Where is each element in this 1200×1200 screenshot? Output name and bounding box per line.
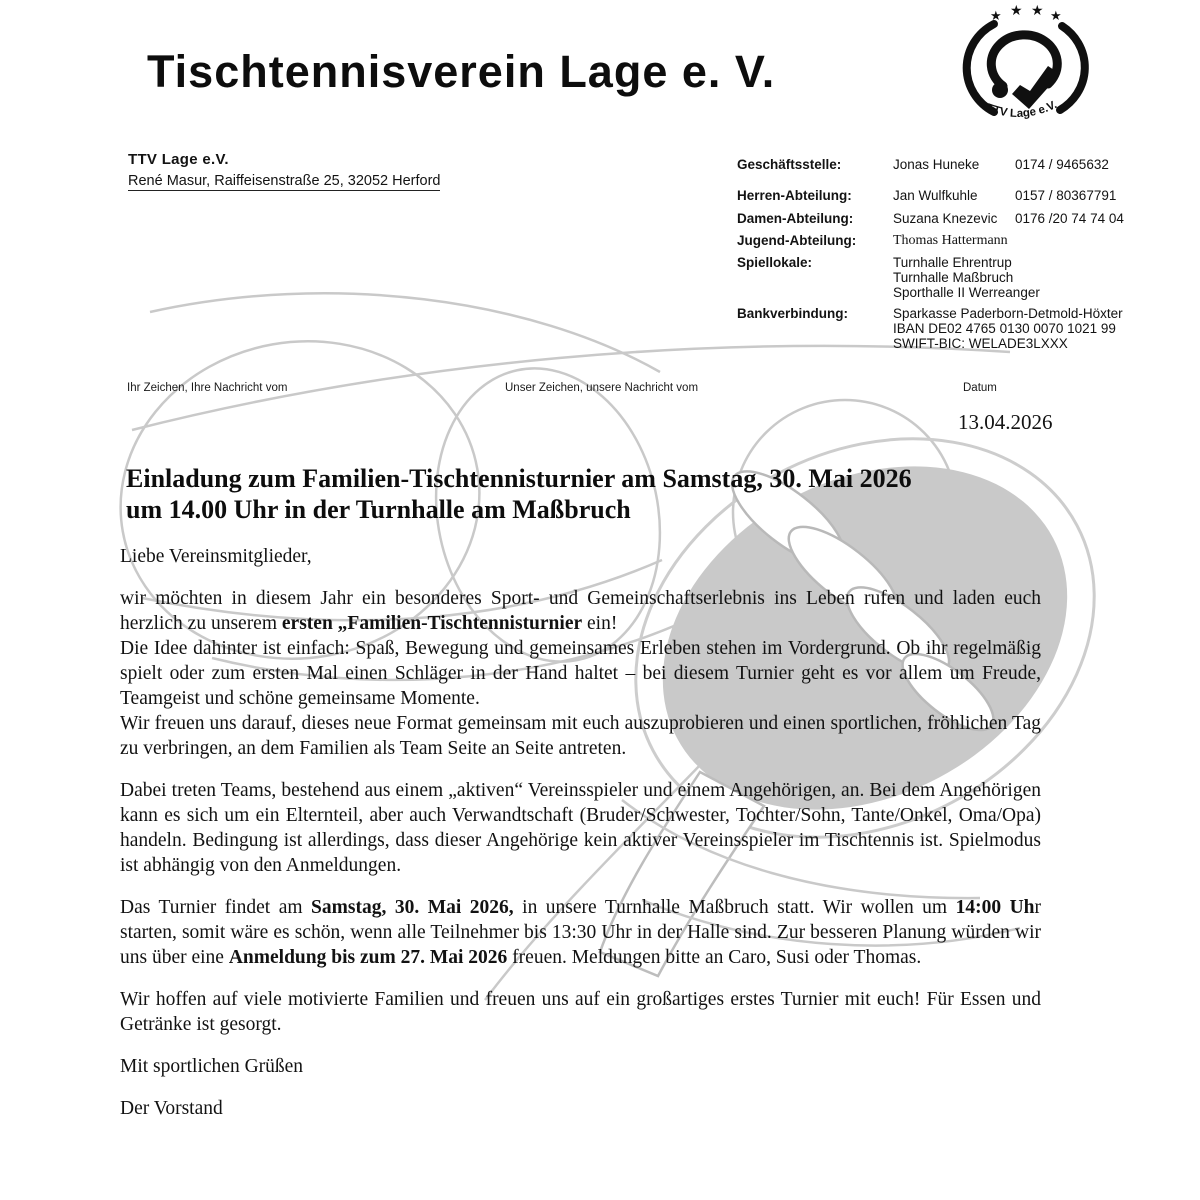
salutation: Liebe Vereinsmitglieder, [120,546,312,567]
sender-block [128,151,440,191]
body-text: Das Turnier findet am [120,897,312,918]
logo-star-icon: ★ [990,8,1002,23]
paragraph-invitation [120,586,1041,636]
your-reference-label: Ihr Zeichen, Ihre Nachricht vom [127,382,288,394]
signature: Der Vorstand [120,1098,223,1119]
paragraph-format: Wir freuen uns darauf, dieses neue Format gemeinsam mit euch auszuprobieren und einen sportlichen, fröhlichen Tag zu verbringen, an dem Familien als Team Seite an Seite antreten. [120,713,1041,759]
contact-name: Jan Wulfkuhle [893,188,978,203]
logo-star-icon: ★ [1031,2,1044,18]
bank-line: SWIFT-BIC: WELADE3LXXX [893,336,1068,351]
contact-row-jugend [737,231,1177,250]
bank-details [893,306,1123,351]
paragraph-hope: Wir hoffen auf viele motivierte Familien und freuen uns auf ein großartiges erstes Turnier mit euch! Für Essen und Getränke ist gesorgt. [120,989,1041,1035]
venue-line: Turnhalle Ehrentrup [893,255,1012,270]
body-text: in unsere Turnhalle Maßbruch statt. Wir wollen um [513,897,956,918]
contact-phone: 0157 / 80367791 [1015,188,1117,203]
subject-heading [126,463,912,525]
body-text: wir möchten in diesem Jahr ein besonderes Sport- und Gemeinschaftserlebnis ins Leben rufen und laden euch herzlich zu unserem [120,588,1041,634]
body-text-bold: ersten „Familien-Tischtennisturnier [281,613,583,634]
contact-label: Geschäftsstelle: [737,157,842,172]
bank-line: Sparkasse Paderborn-Detmold-Höxter [893,306,1123,321]
date-label: Datum [963,382,997,394]
contact-label: Spiellokale: [737,255,813,270]
venue-line: Sporthalle II Werreanger [893,285,1040,300]
logo-star-icon: ★ [1010,2,1023,18]
contact-row-damen [737,209,1177,228]
body-text: r starten, somit wäre es schön, wenn alle Teilnehmer bis 13:30 Uhr in der Halle sind. Zur besseren Planung würden wir uns über eine [120,897,1042,968]
contact-phone: 0174 / 9465632 [1015,157,1109,172]
venue-line: Turnhalle Maßbruch [893,270,1014,285]
contact-name: Thomas Hattermann [893,233,1008,248]
our-reference-label: Unser Zeichen, unsere Nachricht vom [505,382,699,394]
subject-line-2: um 14.00 Uhr in der Turnhalle am Maßbruch [126,495,631,524]
contact-label: Herren-Abteilung: [737,188,852,203]
contact-label: Bankverbindung: [737,306,849,321]
contact-label: Jugend-Abteilung: [737,233,857,248]
contact-row-geschaeftsstelle [737,155,1177,174]
club-title: Tischtennisverein Lage e. V. [147,46,776,97]
contact-row-herren [737,186,1177,205]
subject-line-1: Einladung zum Familien-Tischtennisturnier am Samstag, 30. Mai 2026 [126,464,912,493]
body-text: ein! [582,613,618,634]
body-text-bold: 14:00 Uh [955,897,1035,918]
body-text-bold: Samstag, 30. Mai 2026, [311,897,514,918]
closing: Mit sportlichen Grüßen [120,1056,304,1077]
logo-club-name: TTV Lage e.V. [984,98,1059,120]
paragraph-teams: Dabei treten Teams, bestehend aus einem „aktiven“ Vereinsspieler und einem Angehörigen, an. Bei dem Angehörigen kann es sich um ein Elternteil, aber auch Verwandtschaft (Bruder/Schwester, Tochter/Sohn, Tante/Onkel, Oma/Opa) handeln. Bedingung ist allerdings, dass dieser Angehörige kein aktiver Vereinsspieler im Tischtennis ist. Spielmodus ist abhängig von den Anmeldungen. [120,780,1041,876]
sender-org: TTV Lage e.V. [128,151,229,168]
paragraph-idea: Die Idee dahinter ist einfach: Spaß, Bewegung und gemeinsames Erleben stehen im Vordergrund. Ob ihr regelmäßig spielt oder zum ersten Mal einen Schläger in der Hand haltet – bei diesem Turnier geht es vor allem um Freude, Teamgeist und schöne gemeinsame Momente. [120,638,1041,709]
contact-venues [893,255,1040,300]
sender-address: René Masur, Raiffeisenstraße 25, 32052 Herford [128,173,441,189]
logo-star-icon: ★ [1050,8,1062,23]
bank-line: IBAN DE02 4765 0130 0070 1021 99 [893,321,1116,336]
paragraph-schedule [120,895,1041,970]
contact-name: Jonas Huneke [893,157,980,172]
body-text-bold: Anmeldung bis zum 27. Mai 2026 [228,947,508,968]
contact-phone: 0176 /20 74 74 04 [1015,211,1124,226]
body-text: freuen. Meldungen bitte an Caro, Susi oder Thomas. [507,947,922,968]
contact-row-bank [737,306,1177,351]
contact-name: Suzana Knezevic [893,211,998,226]
contact-info-block [737,155,1177,351]
letter-body [120,544,1041,1121]
contact-label: Damen-Abteilung: [737,211,854,226]
club-logo-icon [950,2,1102,128]
contact-row-spiellokale [737,255,1177,300]
letter-date: 13.04.2026 [958,410,1053,434]
